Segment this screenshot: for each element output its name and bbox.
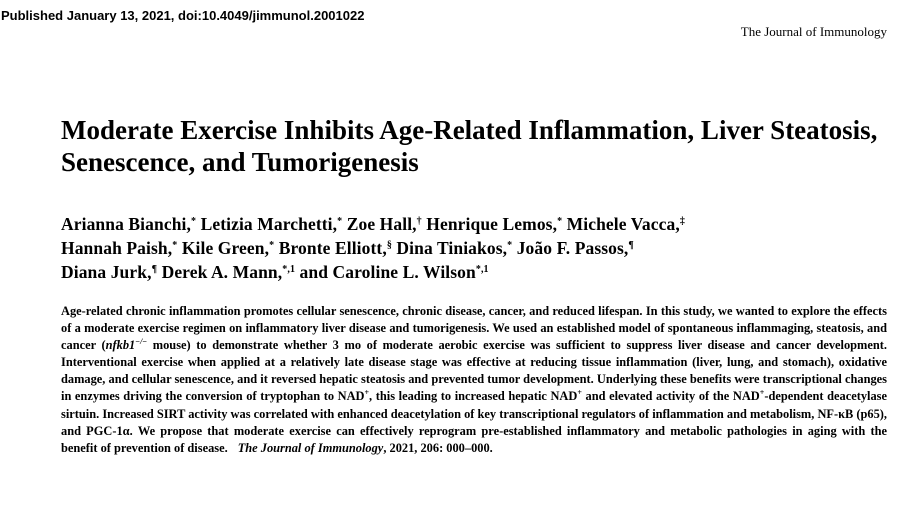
- affiliation-mark: *: [507, 240, 513, 251]
- affiliation-mark: ¶: [151, 264, 158, 275]
- abstract-text: mouse) to demonstrate whether 3 mo of moderate aerobic exercise was sufficient to suppress liver disease and cancer development. Interventional exercise when applied at a relatively late disease stage was effective at reducing tissue inflammation (liver, lung, and stomach), oxidative damage, and cellular senescence, and it reversed hepatic steatosis and prevented tumor development. Underlying these benefits were transcriptional changes in enzymes driving the conversion of tryptophan to NAD: [61, 338, 887, 404]
- author: Letizia Marchetti,: [200, 214, 338, 234]
- author: Michele Vacca,: [566, 214, 680, 234]
- affiliation-mark: §: [386, 240, 392, 251]
- affiliation-mark: *,1: [475, 264, 489, 275]
- author: Hannah Paish,: [61, 238, 173, 258]
- journal-name: The Journal of Immunology: [740, 24, 887, 39]
- superscript-plus: +: [364, 388, 370, 398]
- author: Kile Green,: [181, 238, 270, 258]
- author: Zoe Hall,: [346, 214, 417, 234]
- author: Derek A. Mann,: [161, 262, 283, 282]
- affiliation-mark: *: [172, 240, 178, 251]
- abstract-text: -dependent deacetylase sirtuin. Increased SIRT activity was correlated with enhanced deacetylation of key transcriptional regulators of inflammation and metabolism, NF-κB (p65), and PGC-1α. We propose that moderate exercise can effectively reprogram pre-established inflammatory and metabolic pathologies in aging with the benefit of prevention of disease.: [61, 389, 887, 455]
- superscript-plus: +: [759, 388, 765, 398]
- affiliation-mark: ¶: [628, 240, 634, 251]
- superscript-plus: +: [577, 388, 582, 398]
- author-list: [61, 212, 891, 284]
- genotype-superscript: −/−: [135, 337, 148, 347]
- abstract-text: , this leading to increased hepatic NAD: [369, 389, 578, 404]
- affiliation-mark: *: [557, 216, 563, 227]
- affiliation-mark: ‡: [679, 216, 685, 227]
- affiliation-mark: *: [269, 240, 275, 251]
- author: Arianna Bianchi,: [61, 214, 191, 234]
- author: Henrique Lemos,: [426, 214, 558, 234]
- citation: [238, 441, 493, 455]
- author: Diana Jurk,: [61, 262, 152, 282]
- author: João F. Passos,: [516, 238, 629, 258]
- published-doi-line: Published January 13, 2021, doi:10.4049/jimmunol.2001022: [1, 8, 365, 23]
- author: Dina Tiniakos,: [396, 238, 508, 258]
- affiliation-mark: *: [190, 216, 197, 227]
- author: and Caroline L. Wilson: [299, 262, 476, 282]
- article-title: Moderate Exercise Inhibits Age-Related Inflammation, Liver Steatosis, Senescence, and Tumorigenesis: [61, 115, 878, 177]
- abstract-text: and elevated activity of the NAD: [581, 389, 760, 404]
- affiliation-mark: *,1: [282, 264, 296, 275]
- abstract: [61, 303, 887, 457]
- affiliation-mark: *: [337, 216, 343, 227]
- abstract-text: Age-related chronic inflammation promotes cellular senescence, chronic disease, cancer, and reduced lifespan. In this study, we wanted to explore the effects of a moderate exercise regimen on inflammatory liver disease and tumorigenesis. We used an established model of spontaneous inflammaging, steatosis, and cancer (: [61, 304, 887, 353]
- gene-name: nfkb1: [105, 338, 136, 353]
- author: Bronte Elliott,: [278, 238, 387, 258]
- citation-details: , 2021, 206: 000–000.: [383, 440, 493, 455]
- affiliation-mark: †: [416, 216, 422, 227]
- citation-journal: The Journal of Immunology: [237, 440, 384, 455]
